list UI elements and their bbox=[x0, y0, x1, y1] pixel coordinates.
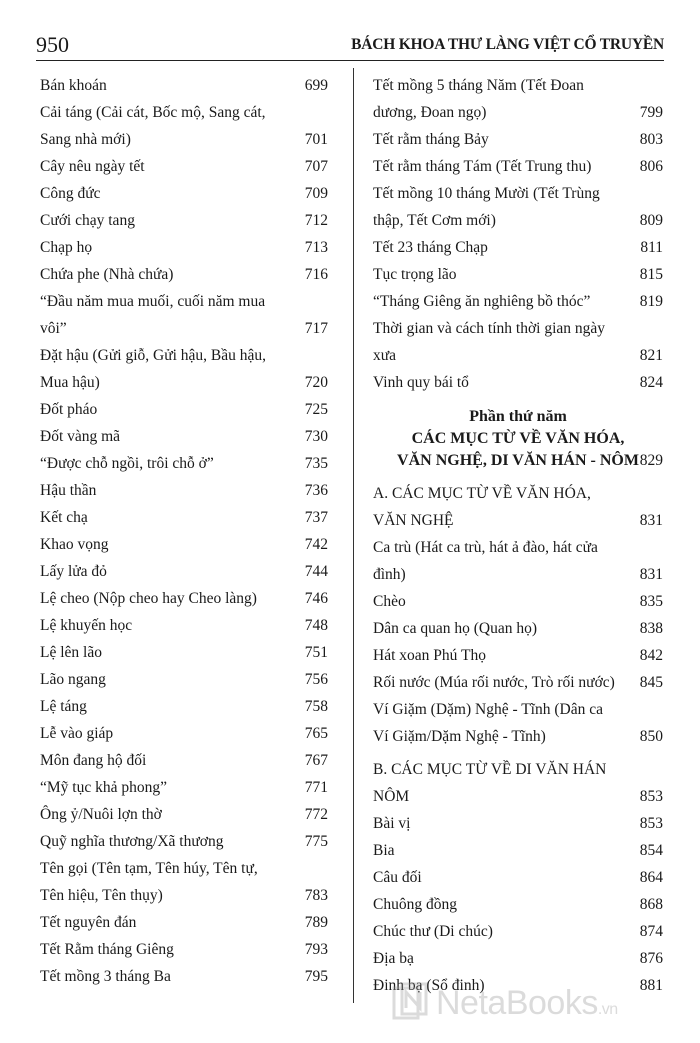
toc-entry bbox=[40, 828, 328, 855]
toc-entry bbox=[373, 72, 663, 126]
toc-entry-page: 744 bbox=[304, 563, 328, 580]
toc-entry-label: Tết mồng 3 tháng Ba bbox=[40, 968, 171, 985]
toc-entry-label: Bài vị bbox=[373, 815, 411, 832]
toc-entry bbox=[373, 534, 663, 588]
subsection-b-heading bbox=[373, 756, 663, 810]
toc-entry-label: Lệ táng bbox=[40, 698, 87, 715]
toc-entry-label: Địa bạ bbox=[373, 950, 414, 967]
toc-entry-label: Ví Giặm (Dặm) Nghệ - Tĩnh (Dân ca Ví Giặm/Dặm Nghệ - Tĩnh) bbox=[373, 701, 603, 745]
toc-entry-page: 881 bbox=[639, 977, 663, 994]
toc-entry bbox=[40, 99, 328, 153]
right-column bbox=[373, 72, 663, 999]
toc-entry-label: Đặt hậu (Gửi giỗ, Gửi hậu, Bầu hậu, Mua hậu) bbox=[40, 347, 267, 391]
toc-entry bbox=[40, 180, 328, 207]
toc-entry-page: 821 bbox=[639, 347, 663, 364]
toc-entry bbox=[373, 588, 663, 615]
toc-entry-label: Tết 23 tháng Chạp bbox=[373, 239, 488, 256]
toc-entry-page: 876 bbox=[639, 950, 663, 967]
toc-entry-page: 709 bbox=[304, 185, 328, 202]
subsection-a-heading bbox=[373, 480, 663, 534]
toc-entry-page: 720 bbox=[304, 374, 328, 391]
toc-entry-page: 793 bbox=[304, 941, 328, 958]
toc-entry bbox=[40, 747, 328, 774]
toc-entry-label: Thời gian và cách tính thời gian ngày xưa bbox=[373, 320, 606, 364]
toc-entry bbox=[40, 558, 328, 585]
toc-entry bbox=[373, 891, 663, 918]
toc-entry bbox=[40, 531, 328, 558]
toc-entry-page: 824 bbox=[639, 374, 663, 391]
toc-entry-label: Tết rằm tháng Bảy bbox=[373, 131, 489, 148]
toc-entry-label: Đốt vàng mã bbox=[40, 428, 121, 445]
left-column bbox=[40, 72, 328, 990]
section-subtitle-line1: CÁC MỤC TỪ VỀ VĂN HÓA, bbox=[411, 430, 625, 447]
section-page: 829 bbox=[639, 452, 663, 469]
toc-entry-page: 730 bbox=[304, 428, 328, 445]
section-title: Phần thứ năm bbox=[469, 408, 567, 425]
toc-entry-page: 735 bbox=[304, 455, 328, 472]
toc-entry-label: Tục trọng lão bbox=[373, 266, 457, 283]
toc-entry bbox=[373, 945, 663, 972]
running-title: BÁCH KHOA THƯ LÀNG VIỆT CỔ TRUYỀN bbox=[351, 36, 664, 53]
toc-entry-page: 742 bbox=[304, 536, 328, 553]
toc-entry-page: 806 bbox=[639, 158, 663, 175]
subsection-a-label: A. CÁC MỤC TỪ VỀ VĂN HÓA, VĂN NGHỆ bbox=[373, 485, 591, 529]
toc-entry bbox=[373, 180, 663, 234]
right-column-entries bbox=[373, 72, 663, 396]
toc-entry-label: Rối nước (Múa rối nước, Trò rối nước) bbox=[373, 674, 615, 691]
toc-entry bbox=[40, 720, 328, 747]
toc-entry-label: Ca trù (Hát ca trù, hát ả đào, hát cửa đình) bbox=[373, 539, 598, 583]
watermark-text bbox=[436, 984, 618, 1023]
toc-entry-page: 713 bbox=[304, 239, 328, 256]
toc-entry-page: 756 bbox=[304, 671, 328, 688]
toc-entry-label: Tên gọi (Tên tạm, Tên húy, Tên tự, Tên hiệu, Tên thụy) bbox=[40, 860, 258, 904]
toc-entry-label: Lấy lửa đỏ bbox=[40, 563, 107, 580]
toc-entry-page: 831 bbox=[639, 566, 663, 583]
toc-entry-label: Chèo bbox=[373, 593, 406, 610]
toc-entry bbox=[40, 963, 328, 990]
toc-entry-page: 707 bbox=[304, 158, 328, 175]
toc-entry bbox=[373, 615, 663, 642]
toc-entry-label: Đinh bạ (Sổ đinh) bbox=[373, 977, 485, 994]
toc-entry-label: Tết mồng 5 tháng Năm (Tết Đoan dương, Đoan ngọ) bbox=[373, 77, 584, 121]
toc-entry-label: Cây nêu ngày tết bbox=[40, 158, 145, 175]
toc-entry bbox=[40, 207, 328, 234]
toc-entry-page: 811 bbox=[640, 239, 663, 256]
toc-entry bbox=[373, 153, 663, 180]
subsection-a-entries bbox=[373, 534, 663, 750]
toc-entry bbox=[40, 396, 328, 423]
toc-entry bbox=[373, 261, 663, 288]
toc-entry-label: Khao vọng bbox=[40, 536, 109, 553]
toc-entry-page: 712 bbox=[304, 212, 328, 229]
toc-entry-page: 725 bbox=[304, 401, 328, 418]
toc-entry-label: Dân ca quan họ (Quan họ) bbox=[373, 620, 537, 637]
toc-entry bbox=[373, 810, 663, 837]
toc-entry-page: 850 bbox=[639, 728, 663, 745]
toc-entry-page: 767 bbox=[304, 752, 328, 769]
toc-entry bbox=[373, 126, 663, 153]
toc-entry bbox=[373, 918, 663, 945]
section-subtitle-line2 bbox=[373, 450, 663, 472]
toc-entry-label: “Được chỗ ngồi, trôi chỗ ở” bbox=[40, 455, 214, 472]
toc-entry bbox=[373, 837, 663, 864]
toc-entry-page: 771 bbox=[304, 779, 328, 796]
toc-entry-label: Hậu thần bbox=[40, 482, 97, 499]
toc-entry-label: Chúc thư (Di chúc) bbox=[373, 923, 493, 940]
toc-entry-page: 854 bbox=[639, 842, 663, 859]
toc-entry-label: Tết Rằm tháng Giêng bbox=[40, 941, 174, 958]
toc-entry-label: Lễ vào giáp bbox=[40, 725, 114, 742]
toc-entry bbox=[40, 288, 328, 342]
toc-entry bbox=[40, 855, 328, 909]
toc-entry-page: 775 bbox=[304, 833, 328, 850]
toc-entry-label: Tết nguyên đán bbox=[40, 914, 137, 931]
toc-entry bbox=[40, 153, 328, 180]
toc-entry-label: Chạp họ bbox=[40, 239, 93, 256]
subsection-b-page: 853 bbox=[639, 788, 663, 805]
subsection-b-entries bbox=[373, 810, 663, 999]
toc-entry bbox=[40, 342, 328, 396]
toc-entry bbox=[40, 612, 328, 639]
toc-entry-label: Cưới chạy tang bbox=[40, 212, 135, 229]
toc-entry-label: “Đầu năm mua muối, cuối năm mua vôi” bbox=[40, 293, 266, 337]
toc-entry bbox=[40, 450, 328, 477]
subsection-a-page: 831 bbox=[639, 512, 663, 529]
watermark bbox=[392, 980, 692, 1030]
toc-entry bbox=[40, 477, 328, 504]
toc-entry-page: 874 bbox=[639, 923, 663, 940]
toc-entry-page: 868 bbox=[639, 896, 663, 913]
toc-entry-page: 783 bbox=[304, 887, 328, 904]
toc-entry-label: Lệ cheo (Nộp cheo hay Cheo làng) bbox=[40, 590, 257, 607]
toc-entry-page: 765 bbox=[304, 725, 328, 742]
toc-entry bbox=[40, 693, 328, 720]
toc-entry bbox=[40, 666, 328, 693]
toc-entry-label: Lệ khuyến học bbox=[40, 617, 133, 634]
toc-entry-label: Tết mồng 10 tháng Mười (Tết Trùng thập, Tết Cơm mới) bbox=[373, 185, 600, 229]
watermark-suffix: .vn bbox=[597, 1001, 618, 1018]
toc-entry bbox=[40, 801, 328, 828]
toc-entry-label: Công đức bbox=[40, 185, 101, 202]
toc-entry-label: Lão ngang bbox=[40, 671, 106, 688]
toc-entry bbox=[40, 909, 328, 936]
toc-entry bbox=[373, 315, 663, 369]
toc-entry-page: 845 bbox=[639, 674, 663, 691]
toc-entry-label: “Mỹ tục khả phong” bbox=[40, 779, 167, 796]
toc-entry bbox=[40, 72, 328, 99]
toc-entry-label: Vinh quy bái tổ bbox=[373, 374, 469, 391]
toc-entry bbox=[40, 423, 328, 450]
toc-entry-page: 716 bbox=[304, 266, 328, 283]
subsection-b-label: B. CÁC MỤC TỪ VỀ DI VĂN HÁN NÔM bbox=[373, 761, 607, 805]
toc-entry bbox=[373, 234, 663, 261]
page-number: 950 bbox=[36, 32, 69, 57]
toc-entry bbox=[40, 774, 328, 801]
toc-entry-page: 835 bbox=[639, 593, 663, 610]
watermark-brand: NetaBooks bbox=[436, 984, 598, 1022]
toc-entry-label: Ông ỷ/Nuôi lợn thờ bbox=[40, 806, 162, 823]
toc-entry-label: Lệ lên lão bbox=[40, 644, 102, 661]
section-subtitle-text: VĂN NGHỆ, DI VĂN HÁN - NÔM bbox=[397, 452, 639, 469]
netabooks-logo-icon bbox=[392, 982, 430, 1022]
page-header bbox=[36, 30, 664, 61]
toc-entry bbox=[373, 369, 663, 396]
toc-entry-page: 864 bbox=[639, 869, 663, 886]
toc-entry-page: 819 bbox=[639, 293, 663, 310]
toc-entry bbox=[40, 936, 328, 963]
toc-entry-page: 717 bbox=[304, 320, 328, 337]
section-heading bbox=[373, 406, 663, 472]
toc-entry-page: 838 bbox=[639, 620, 663, 637]
toc-entry-label: Quỹ nghĩa thương/Xã thương bbox=[40, 833, 224, 850]
toc-entry bbox=[373, 288, 663, 315]
toc-entry-label: Bán khoán bbox=[40, 77, 107, 94]
toc-entry-page: 815 bbox=[639, 266, 663, 283]
toc-entry-page: 799 bbox=[639, 104, 663, 121]
toc-entry-label: Chuông đồng bbox=[373, 896, 457, 913]
toc-entry bbox=[373, 864, 663, 891]
toc-entry-page: 758 bbox=[304, 698, 328, 715]
toc-entry bbox=[40, 504, 328, 531]
toc-entry-page: 748 bbox=[304, 617, 328, 634]
toc-entry-label: Chứa phe (Nhà chứa) bbox=[40, 266, 174, 283]
toc-entry-page: 853 bbox=[639, 815, 663, 832]
toc-entry-label: Hát xoan Phú Thọ bbox=[373, 647, 486, 664]
toc-entry-label: Đốt pháo bbox=[40, 401, 98, 418]
toc-entry bbox=[40, 639, 328, 666]
toc-entry-page: 803 bbox=[639, 131, 663, 148]
toc-entry bbox=[40, 234, 328, 261]
toc-entry-label: Bia bbox=[373, 842, 395, 859]
toc-entry-label: Kết chạ bbox=[40, 509, 88, 526]
toc-entry-page: 842 bbox=[639, 647, 663, 664]
toc-entry bbox=[373, 696, 663, 750]
toc-entry bbox=[40, 585, 328, 612]
toc-entry bbox=[40, 261, 328, 288]
toc-entry-page: 699 bbox=[304, 77, 328, 94]
toc-entry-page: 772 bbox=[304, 806, 328, 823]
toc-entry-label: “Tháng Giêng ăn nghiêng bồ thóc” bbox=[373, 293, 591, 310]
toc-entry bbox=[373, 642, 663, 669]
toc-entry-page: 751 bbox=[304, 644, 328, 661]
toc-entry-label: Câu đối bbox=[373, 869, 422, 886]
toc-entry-label: Cải táng (Cải cát, Bốc mộ, Sang cát, Sang nhà mới) bbox=[40, 104, 266, 148]
toc-entry-page: 809 bbox=[639, 212, 663, 229]
toc-entry-label: Tết rằm tháng Tám (Tết Trung thu) bbox=[373, 158, 592, 175]
toc-entry-page: 701 bbox=[304, 131, 328, 148]
toc-entry-label: Môn đang hộ đối bbox=[40, 752, 147, 769]
toc-entry-page: 746 bbox=[304, 590, 328, 607]
column-divider bbox=[353, 68, 354, 1003]
toc-entry-page: 737 bbox=[304, 509, 328, 526]
toc-entry-page: 795 bbox=[304, 968, 328, 985]
toc-entry-page: 789 bbox=[304, 914, 328, 931]
toc-entry bbox=[373, 669, 663, 696]
toc-entry-page: 736 bbox=[304, 482, 328, 499]
